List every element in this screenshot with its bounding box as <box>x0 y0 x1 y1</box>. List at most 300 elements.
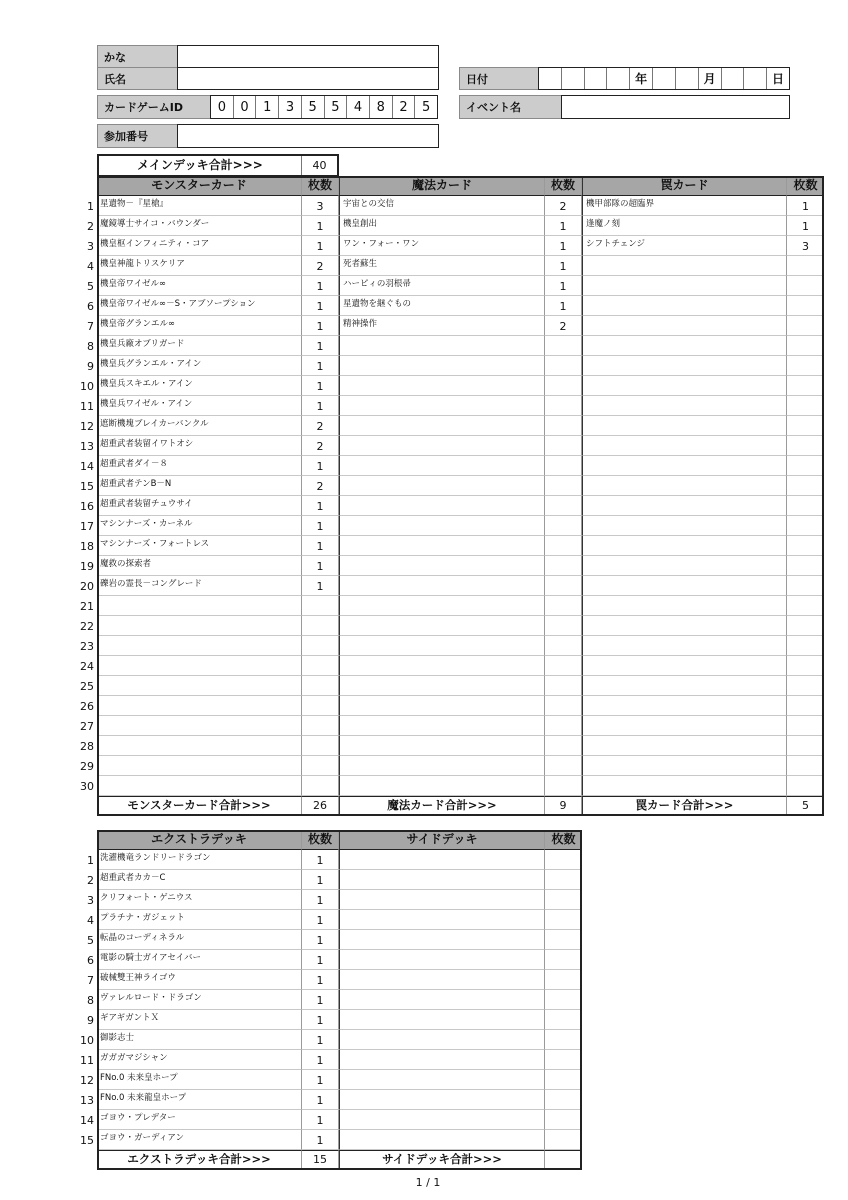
monster-name-cell: 機皇帝ワイゼル∞－S・アブソープション <box>97 296 302 316</box>
monster-name-cell <box>97 616 302 636</box>
spell-name-cell <box>339 696 545 716</box>
spell-name-cell <box>339 416 545 436</box>
table-row <box>97 1010 582 1030</box>
trap-count-cell <box>787 356 824 376</box>
spell-count-cell <box>545 616 582 636</box>
table-row <box>97 970 582 990</box>
date-input-cell[interactable] <box>562 68 585 89</box>
monster-name-cell: 機皇帝グランエル∞ <box>97 316 302 336</box>
extra-count-cell: 1 <box>302 910 339 930</box>
monster-count-cell: 1 <box>302 456 339 476</box>
table-row <box>97 216 824 236</box>
spell-name-cell: 星遺物を継ぐもの <box>339 296 545 316</box>
side-name-cell <box>339 1010 545 1030</box>
side-count-cell <box>545 1070 582 1090</box>
row-number: 3 <box>87 240 94 253</box>
trap-name-cell <box>582 336 787 356</box>
table-row <box>97 276 824 296</box>
monster-total-value: 26 <box>302 796 339 816</box>
trap-name-cell <box>582 456 787 476</box>
trap-count-cell <box>787 656 824 676</box>
spell-name-cell <box>339 776 545 796</box>
id-digit-cell: 0 <box>234 96 257 118</box>
row-number: 30 <box>80 780 94 793</box>
spell-count-cell <box>545 636 582 656</box>
row-number: 7 <box>87 320 94 333</box>
table-row <box>97 676 824 696</box>
table-row <box>97 890 582 910</box>
extra-count-cell: 1 <box>302 870 339 890</box>
row-number: 27 <box>80 720 94 733</box>
extra-count-cell: 1 <box>302 1010 339 1030</box>
side-total-label: サイドデッキ合計>>> <box>339 1150 545 1170</box>
trap-name-cell <box>582 356 787 376</box>
table-row <box>97 870 582 890</box>
main-deck-table <box>97 176 824 816</box>
extra-count-cell: 1 <box>302 850 339 870</box>
spell-name-cell <box>339 376 545 396</box>
side-name-cell <box>339 910 545 930</box>
monster-count-cell <box>302 756 339 776</box>
row-number: 8 <box>87 340 94 353</box>
table-row <box>97 930 582 950</box>
side-name-cell <box>339 950 545 970</box>
side-count-cell <box>545 1010 582 1030</box>
spell-name-cell <box>339 456 545 476</box>
row-number: 24 <box>80 660 94 673</box>
trap-name-cell <box>582 696 787 716</box>
table-row <box>97 656 824 676</box>
trap-name-cell <box>582 436 787 456</box>
trap-name-cell <box>582 636 787 656</box>
trap-name-cell <box>582 656 787 676</box>
date-unit-label: 年 <box>630 68 653 89</box>
monster-count-cell <box>302 676 339 696</box>
trap-count-cell <box>787 676 824 696</box>
extra-name-cell: FNo.0 未来皇ホープ <box>97 1070 302 1090</box>
monster-count-cell: 1 <box>302 356 339 376</box>
spell-name-cell <box>339 536 545 556</box>
monster-name-cell: マシンナーズ・カーネル <box>97 516 302 536</box>
side-name-cell <box>339 1050 545 1070</box>
row-number: 13 <box>80 1094 94 1107</box>
monster-count-cell: 1 <box>302 336 339 356</box>
extra-name-cell: 御影志士 <box>97 1030 302 1050</box>
trap-name-cell <box>582 476 787 496</box>
side-name-cell <box>339 990 545 1010</box>
side-name-cell <box>339 870 545 890</box>
trap-count-cell: 1 <box>787 216 824 236</box>
date-input-cell[interactable] <box>607 68 630 89</box>
spell-count-cell <box>545 596 582 616</box>
trap-name-cell <box>582 536 787 556</box>
monster-name-cell: 機皇兵スキエル・アイン <box>97 376 302 396</box>
trap-count-cell <box>787 576 824 596</box>
id-digit-cell: 5 <box>422 99 431 115</box>
trap-count-cell: 1 <box>787 196 824 216</box>
monster-count-cell: 1 <box>302 216 339 236</box>
side-count-header: 枚数 <box>545 830 582 850</box>
row-number: 16 <box>80 500 94 513</box>
spell-total-value: 9 <box>545 796 582 816</box>
monster-count-cell <box>302 656 339 676</box>
date-unit-label: 月 <box>699 68 722 89</box>
spell-name-cell <box>339 736 545 756</box>
spell-name-cell: ワン・フォー・ワン <box>339 236 545 256</box>
event-name-label: イベント名 <box>459 95 562 119</box>
row-number: 25 <box>80 680 94 693</box>
table-row <box>97 636 824 656</box>
monster-name-cell: 超重武者装留チュウサイ <box>97 496 302 516</box>
spell-count-cell <box>545 676 582 696</box>
spell-name-cell: 宇宙との交信 <box>339 196 545 216</box>
main-table-row-numbers <box>56 196 94 796</box>
spell-count-cell <box>545 556 582 576</box>
side-count-cell <box>545 1130 582 1150</box>
spell-count-cell <box>545 716 582 736</box>
id-digit-cell: 4 <box>347 96 370 118</box>
spell-count-cell: 1 <box>545 276 582 296</box>
id-digit-cell: 1 <box>256 96 279 118</box>
spell-name-cell <box>339 656 545 676</box>
id-digit-cell: 0 <box>211 96 234 118</box>
row-number: 9 <box>87 360 94 373</box>
spell-name-cell <box>339 356 545 376</box>
table-row <box>97 596 824 616</box>
monster-name-cell <box>97 776 302 796</box>
spell-count-cell <box>545 736 582 756</box>
monster-count-cell: 1 <box>302 536 339 556</box>
monster-count-cell: 1 <box>302 316 339 336</box>
date-input-cell[interactable] <box>744 68 767 89</box>
row-number: 14 <box>80 460 94 473</box>
monster-count-cell: 1 <box>302 516 339 536</box>
trap-name-cell <box>582 256 787 276</box>
spell-name-cell <box>339 596 545 616</box>
spell-count-cell <box>545 696 582 716</box>
side-count-cell <box>545 870 582 890</box>
extra-name-cell: FNo.0 未来龍皇ホープ <box>97 1090 302 1110</box>
trap-count-cell <box>787 596 824 616</box>
monster-count-cell: 1 <box>302 276 339 296</box>
table-row <box>97 1110 582 1130</box>
table-row <box>97 476 824 496</box>
row-number: 1 <box>87 200 94 213</box>
table-row <box>97 1030 582 1050</box>
extra-count-header: 枚数 <box>302 830 339 850</box>
side-count-cell <box>545 850 582 870</box>
date-label: 日付 <box>459 67 539 90</box>
date-input-cell[interactable] <box>539 68 562 89</box>
row-number: 9 <box>87 1014 94 1027</box>
row-number: 22 <box>80 620 94 633</box>
spell-count-cell: 2 <box>545 196 582 216</box>
side-name-cell <box>339 1090 545 1110</box>
side-count-cell <box>545 1050 582 1070</box>
card-game-id-label: カードゲームID <box>97 95 211 119</box>
monster-name-cell: 機皇枢インフィニティ・コア <box>97 236 302 256</box>
spell-count-cell <box>545 436 582 456</box>
side-name-cell <box>339 1130 545 1150</box>
monster-name-cell: 機皇帝ワイゼル∞ <box>97 276 302 296</box>
table-row <box>97 1070 582 1090</box>
date-input-cell[interactable] <box>722 68 745 89</box>
table-row <box>97 696 824 716</box>
monster-name-cell <box>97 636 302 656</box>
monster-count-cell: 1 <box>302 236 339 256</box>
table-row <box>97 516 824 536</box>
extra-header: エクストラデッキ <box>97 830 302 850</box>
trap-count-cell <box>787 516 824 536</box>
row-number: 6 <box>87 954 94 967</box>
monster-count-header: 枚数 <box>302 176 339 196</box>
kana-field[interactable] <box>177 45 439 68</box>
trap-count-header: 枚数 <box>787 176 824 196</box>
table-row <box>97 990 582 1010</box>
row-number: 26 <box>80 700 94 713</box>
trap-total-label: 罠カード合計>>> <box>582 796 787 816</box>
extra-side-deck-table <box>97 830 582 1170</box>
trap-name-cell <box>582 316 787 336</box>
extra-name-cell: ガガガマジシャン <box>97 1050 302 1070</box>
row-number: 14 <box>80 1114 94 1127</box>
table-row <box>97 196 824 216</box>
side-header: サイドデッキ <box>339 830 545 850</box>
trap-count-cell <box>787 296 824 316</box>
extra-count-cell: 1 <box>302 1030 339 1050</box>
side-count-cell <box>545 970 582 990</box>
monster-name-cell: 機皇兵廠オブリガード <box>97 336 302 356</box>
extra-total-value: 15 <box>302 1150 339 1170</box>
trap-name-cell <box>582 376 787 396</box>
spell-count-cell <box>545 496 582 516</box>
spell-count-cell <box>545 476 582 496</box>
trap-total-value: 5 <box>787 796 824 816</box>
entry-number-label: 参加番号 <box>97 124 178 148</box>
monster-name-cell: 超重武者装留イワトオシ <box>97 436 302 456</box>
side-count-cell <box>545 930 582 950</box>
id-digit-cell: 3 <box>279 96 302 118</box>
date-fields <box>538 67 790 90</box>
trap-count-cell <box>787 696 824 716</box>
trap-count-cell <box>787 616 824 636</box>
spell-count-cell: 1 <box>545 236 582 256</box>
table-row <box>97 950 582 970</box>
spell-header: 魔法カード <box>339 176 545 196</box>
spell-count-cell: 1 <box>545 256 582 276</box>
table-row <box>97 1050 582 1070</box>
trap-name-cell: 機甲部隊の超臨界 <box>582 196 787 216</box>
side-name-cell <box>339 1110 545 1130</box>
extra-count-cell: 1 <box>302 1050 339 1070</box>
table-row <box>97 1130 582 1150</box>
side-name-cell <box>339 890 545 910</box>
table-row <box>97 616 824 636</box>
trap-name-cell <box>582 616 787 636</box>
monster-header: モンスターカード <box>97 176 302 196</box>
monster-count-cell <box>302 616 339 636</box>
trap-name-cell: 逢魔ノ刻 <box>582 216 787 236</box>
date-input-cell[interactable] <box>653 68 676 89</box>
id-digit-cell: 5 <box>325 96 348 118</box>
monster-name-cell: 遮断機塊ブレイカーバンクル <box>97 416 302 436</box>
trap-name-cell <box>582 756 787 776</box>
spell-name-cell: 死者蘇生 <box>339 256 545 276</box>
id-digit-cell: 8 <box>370 96 393 118</box>
table-row <box>97 256 824 276</box>
kana-label: かな <box>97 45 178 68</box>
spell-count-cell <box>545 336 582 356</box>
extra-count-cell: 1 <box>302 1090 339 1110</box>
spell-name-cell: 機皇創出 <box>339 216 545 236</box>
trap-count-cell <box>787 316 824 336</box>
spell-count-cell <box>545 416 582 436</box>
extra-total-label: エクストラデッキ合計>>> <box>97 1150 302 1170</box>
trap-name-cell <box>582 576 787 596</box>
side-count-cell <box>545 910 582 930</box>
side-name-cell <box>339 1070 545 1090</box>
extra-count-cell: 1 <box>302 1110 339 1130</box>
row-number: 23 <box>80 640 94 653</box>
trap-count-cell <box>787 716 824 736</box>
event-name-field[interactable] <box>561 95 790 119</box>
table-row <box>97 576 824 596</box>
id-digit-cell: 2 <box>393 96 416 118</box>
monster-count-cell: 2 <box>302 476 339 496</box>
table-footer-row <box>97 796 824 816</box>
monster-name-cell <box>97 696 302 716</box>
trap-header: 罠カード <box>582 176 787 196</box>
extra-count-cell: 1 <box>302 1130 339 1150</box>
side-total-value <box>545 1150 582 1170</box>
trap-name-cell <box>582 496 787 516</box>
spell-count-cell <box>545 536 582 556</box>
row-number: 18 <box>80 540 94 553</box>
name-label: 氏名 <box>97 67 178 90</box>
monster-name-cell: 星遺物－『星槍』 <box>97 196 302 216</box>
table-row <box>97 236 824 256</box>
table-row <box>97 356 824 376</box>
row-number: 5 <box>87 934 94 947</box>
table-row <box>97 850 582 870</box>
table-row <box>97 296 824 316</box>
spell-count-cell: 1 <box>545 296 582 316</box>
monster-name-cell: 魔救の探索者 <box>97 556 302 576</box>
date-input-cell[interactable] <box>585 68 608 89</box>
side-name-cell <box>339 930 545 950</box>
monster-name-cell <box>97 656 302 676</box>
spell-count-cell <box>545 356 582 376</box>
spell-name-cell: 精神操作 <box>339 316 545 336</box>
side-name-cell <box>339 850 545 870</box>
spell-count-cell <box>545 576 582 596</box>
trap-name-cell <box>582 276 787 296</box>
monster-name-cell <box>97 596 302 616</box>
extra-name-cell: ゴヨウ・ガーディアン <box>97 1130 302 1150</box>
spell-name-cell <box>339 756 545 776</box>
extra-count-cell: 1 <box>302 890 339 910</box>
row-number: 13 <box>80 440 94 453</box>
monster-count-cell <box>302 736 339 756</box>
extra-count-cell: 1 <box>302 1070 339 1090</box>
extra-name-cell: ゴヨウ・プレデター <box>97 1110 302 1130</box>
monster-name-cell: 機皇兵グランエル・アイン <box>97 356 302 376</box>
monster-count-cell <box>302 636 339 656</box>
monster-count-cell <box>302 776 339 796</box>
table-row <box>97 1090 582 1110</box>
date-unit-label: 日 <box>772 72 785 86</box>
trap-count-cell <box>787 536 824 556</box>
spell-count-cell <box>545 376 582 396</box>
trap-name-cell <box>582 516 787 536</box>
extra-count-cell: 1 <box>302 950 339 970</box>
entry-number-field[interactable] <box>177 124 439 148</box>
spell-count-cell <box>545 776 582 796</box>
monster-name-cell <box>97 676 302 696</box>
monster-count-cell: 2 <box>302 256 339 276</box>
spell-count-cell <box>545 756 582 776</box>
spell-name-cell: ハーピィの羽根帚 <box>339 276 545 296</box>
table-row <box>97 316 824 336</box>
spell-name-cell <box>339 396 545 416</box>
row-number: 29 <box>80 760 94 773</box>
row-number: 17 <box>80 520 94 533</box>
side-count-cell <box>545 1110 582 1130</box>
row-number: 4 <box>87 260 94 273</box>
monster-count-cell: 1 <box>302 296 339 316</box>
row-number: 12 <box>80 420 94 433</box>
monster-total-label: モンスターカード合計>>> <box>97 796 302 816</box>
table-row <box>97 396 824 416</box>
row-number: 3 <box>87 894 94 907</box>
spell-name-cell <box>339 516 545 536</box>
table-row <box>97 910 582 930</box>
table-row <box>97 456 824 476</box>
spell-count-cell: 2 <box>545 316 582 336</box>
name-field[interactable] <box>177 67 439 90</box>
trap-name-cell <box>582 736 787 756</box>
table-row <box>97 336 824 356</box>
spell-count-cell: 1 <box>545 216 582 236</box>
date-input-cell[interactable] <box>676 68 699 89</box>
spell-count-cell <box>545 656 582 676</box>
extra-name-cell: 電影の騎士ガイアセイバー <box>97 950 302 970</box>
trap-count-cell <box>787 276 824 296</box>
card-game-id-digits <box>210 95 438 119</box>
table-row <box>97 436 824 456</box>
table-row <box>97 496 824 516</box>
monster-count-cell: 1 <box>302 396 339 416</box>
spell-name-cell <box>339 476 545 496</box>
side-count-cell <box>545 950 582 970</box>
extra-name-cell: 洗濯機竜ランドリードラゴン <box>97 850 302 870</box>
side-count-cell <box>545 1030 582 1050</box>
monster-name-cell: 超重武者テンB－N <box>97 476 302 496</box>
side-name-cell <box>339 970 545 990</box>
monster-count-cell: 1 <box>302 376 339 396</box>
trap-count-cell <box>787 476 824 496</box>
monster-count-cell <box>302 696 339 716</box>
row-number: 2 <box>87 220 94 233</box>
side-count-cell <box>545 990 582 1010</box>
trap-count-cell <box>787 556 824 576</box>
row-number: 20 <box>80 580 94 593</box>
trap-count-cell <box>787 636 824 656</box>
trap-name-cell <box>582 596 787 616</box>
spell-count-cell <box>545 396 582 416</box>
row-number: 28 <box>80 740 94 753</box>
trap-count-cell: 3 <box>787 236 824 256</box>
